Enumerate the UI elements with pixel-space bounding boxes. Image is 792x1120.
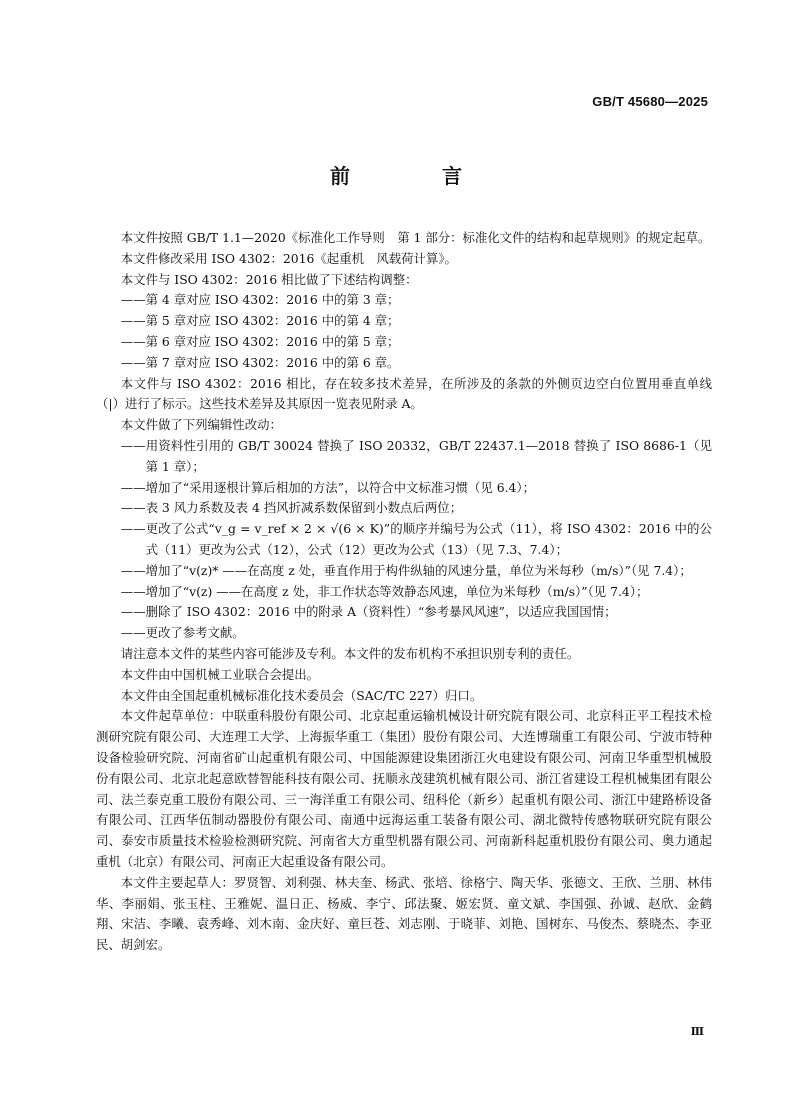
list-item: ——第 6 章对应 ISO 4302：2016 中的第 5 章； [120, 333, 400, 349]
paragraph: 本文件由中国机械工业联合会提出。 [120, 666, 320, 682]
list-item: ——第 5 章对应 ISO 4302：2016 中的第 4 章； [120, 313, 400, 329]
list-item: ——增加了“v(z) ——在高度 z 处，非工作状态等效静态风速，单位为米每秒（m/s）”（见 7.4）； [120, 583, 649, 599]
list-item: ——更改了参考文献。 [120, 625, 245, 641]
list-item: ——增加了“v(z)* ——在高度 z 处，垂直作用于构件纵轴的风速分量，单位为米每秒（m/s）”（见 7.4）； [120, 562, 692, 578]
paragraph: 本文件与 ISO 4302：2016 相比做了下述结构调整： [120, 271, 418, 287]
foreword-body [96, 228, 712, 956]
list-item: ——用资料性引用的 GB/T 30024 替换了 ISO 20332，GB/T 22437.1—2018 替换了 ISO 8686-1（见第 1 章）； [120, 437, 712, 474]
paragraph: 请注意本文件的某些内容可能涉及专利。本文件的发布机构不承担识别专利的责任。 [120, 645, 580, 661]
list-item: ——增加了“采用逐根计算后相加的方法”，以符合中文标准习惯（见 6.4）； [120, 479, 536, 495]
page-number: Ⅲ [690, 1025, 704, 1038]
paragraph: 本文件与 ISO 4302：2016 相比，存在较多技术差异，在所涉及的条款的外侧页边空白位置用垂直单线（|）进行了标示。这些技术差异及其原因一览表见附录 A。 [96, 375, 712, 412]
paragraph: 本文件主要起草人：罗贤智、刘利强、林夫奎、杨武、张培、徐格宁、陶天华、张德文、王欣、兰朋、林伟华、李丽娟、张玉柱、王雅妮、温日正、杨威、李宁、邱法聚、姬宏贤、童文斌、李国强、孙诚、赵欣、金鹤翔、宋洁、李曦、袁秀峰、刘木南、金庆好、童巨苍、刘志刚、于晓菲、刘艳、国树东、马俊杰、蔡晓杰、李亚民、胡剑宏。 [96, 874, 712, 953]
paragraph: 本文件由全国起重机械标准化技术委员会（SAC/TC 227）归口。 [120, 687, 483, 703]
paragraph: 本文件按照 GB/T 1.1—2020《标准化工作导则 第 1 部分：标准化文件的结构和起草规则》的规定起草。 [120, 230, 711, 245]
standard-number: GB/T 45680—2025 [592, 94, 708, 109]
list-item: ——第 7 章对应 ISO 4302：2016 中的第 6 章。 [120, 354, 400, 370]
paragraph: 本文件做了下列编辑性改动： [120, 417, 282, 433]
list-item: ——表 3 风力系数及表 4 挡风折减系数保留到小数点后两位； [120, 500, 463, 516]
page-title: 前 言 [330, 164, 498, 188]
list-item: ——第 4 章对应 ISO 4302：2016 中的第 3 章； [120, 292, 400, 308]
paragraph: 本文件起草单位：中联重科股份有限公司、北京起重运输机械设计研究院有限公司、北京科正平工程技术检测研究院有限公司、大连理工大学、上海振华重工（集团）股份有限公司、大连博瑞重工有限公司、宁波市特种设备检验研究院、河南省矿山起重机有限公司、中国能源建设集团浙江火电建设有限公司、河南卫华重型机械股份有限公司、北京北起意欧替智能科技有限公司、抚顺永茂建筑机械有限公司、浙江省建设工程机械集团有限公司、法兰泰克重工股份有限公司、三一海洋重工有限公司、纽科伦（新乡）起重机有限公司、浙江中建路桥设备有限公司、江西华伍制动器股份有限公司、南通中远海运重工装备有限公司、湖北微特传感物联研究院有限公司、泰安市质量技术检验检测研究院、河南省大方重型机器有限公司、河南新科起重机股份有限公司、奥力通起重机（北京）有限公司、河南正大起重设备有限公司。 [96, 708, 712, 869]
list-item: ——更改了公式“v_g = v_ref × 2 × √(6 × K)”的顺序并编号为公式（11），将 ISO 4302：2016 中的公式（11）更改为公式（12），公式（12）更改为公式（13）（见 7.3、7.4）； [120, 521, 712, 557]
paragraph: 本文件修改采用 ISO 4302：2016《起重机 风载荷计算》。 [120, 250, 457, 266]
list-item: ——删除了 ISO 4302：2016 中的附录 A（资料性）“参考暴风风速”，以适应我国国情； [120, 604, 617, 620]
